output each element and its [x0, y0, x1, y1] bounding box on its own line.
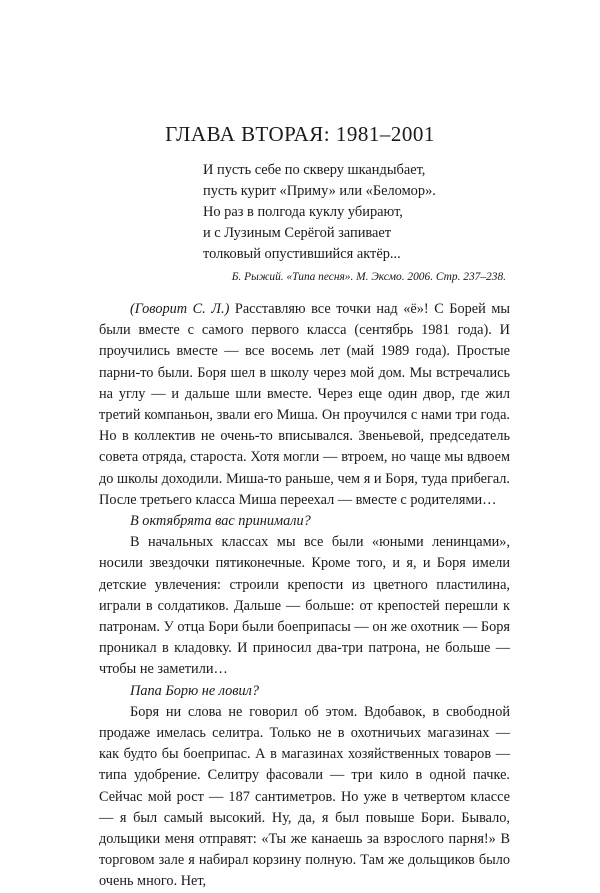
- interview-question: В октябрята вас принимали?: [130, 513, 311, 530]
- epigraph-line: И пусть себе по скверу шкандыбает,: [203, 162, 426, 178]
- epigraph-line: пусть курит «Приму» или «Беломор».: [203, 183, 436, 199]
- paragraph: [99, 299, 510, 511]
- body-text: [99, 299, 510, 893]
- epigraph-line: толковый опустившийся актёр...: [203, 246, 401, 262]
- epigraph-line: и с Лузиным Серёгой запивает: [203, 225, 392, 241]
- paragraph-text: Расставляю все точки над «ё»! С Борей мы были вместе с самого первого класса (сентябрь 1981 года). И проучились вместе — все восемь лет (май 1989 года). Простые парни-то были. Боря шел в школу через мой дом. Мы встречались на углу — и дальше шли вместе. Через еще один двор, где жил третий компаньон, звали его Миша. Он проучился с нами три года. Но в коллектив не очень-то вписывался. Звеньевой, председатель совета отряда, староста. Хотя могли — втроем, но чаще мы вдвоем до школы доходили. Миша-то раньше, чем я и Боря, туда прибегал. После третьего класса Миша переехал — вместе с родителями…: [99, 301, 510, 508]
- paragraph: В начальных классах мы все были «юными ленинцами», носили звездочки пятиконечные. Кроме того, и я, и Боря имели детские увлечения: строили крепости из цветного пластилина, играли в солдатиков. Дальше — больше: от крепостей перешли к патронам. У отца Бори были боеприпасы — он же охотник — Боря проникал в кладовку. И приносил два-три патрона, не больше — чтобы не заметили…: [99, 534, 510, 678]
- speaker-note: (Говорит С. Л.): [130, 301, 230, 317]
- epigraph-line: Но раз в полгода куклу убирают,: [203, 204, 403, 220]
- epigraph-source: Б. Рыжий. «Типа песня». М. Эксмо. 2006. Стр. 237–238.: [231, 271, 506, 283]
- chapter-title: ГЛАВА ВТОРАЯ: 1981–2001: [165, 122, 435, 146]
- epigraph: [203, 160, 523, 265]
- interview-question: Папа Борю не ловил?: [130, 682, 260, 699]
- paragraph: Боря ни слова не говорил об этом. Вдобавок, в свободной продаже имелась селитра. Только не в охотничьих магазинах — как будто бы боеприпас. А в магазинах хозяйственных товаров — типа удобрение. Селитру фасовали — три кило в одной пачке. Сейчас мой рост — 187 сантиметров. Но уже в четвертом классе — я был самый высокий. Ну, да, я был повыше Бори. Бывало, дольщики меня отправят: «Ты же канаешь за взрослого парня!» В торговом зале я набирал корзину полную. Там же дольщиков было очень много. Нет,: [99, 703, 510, 890]
